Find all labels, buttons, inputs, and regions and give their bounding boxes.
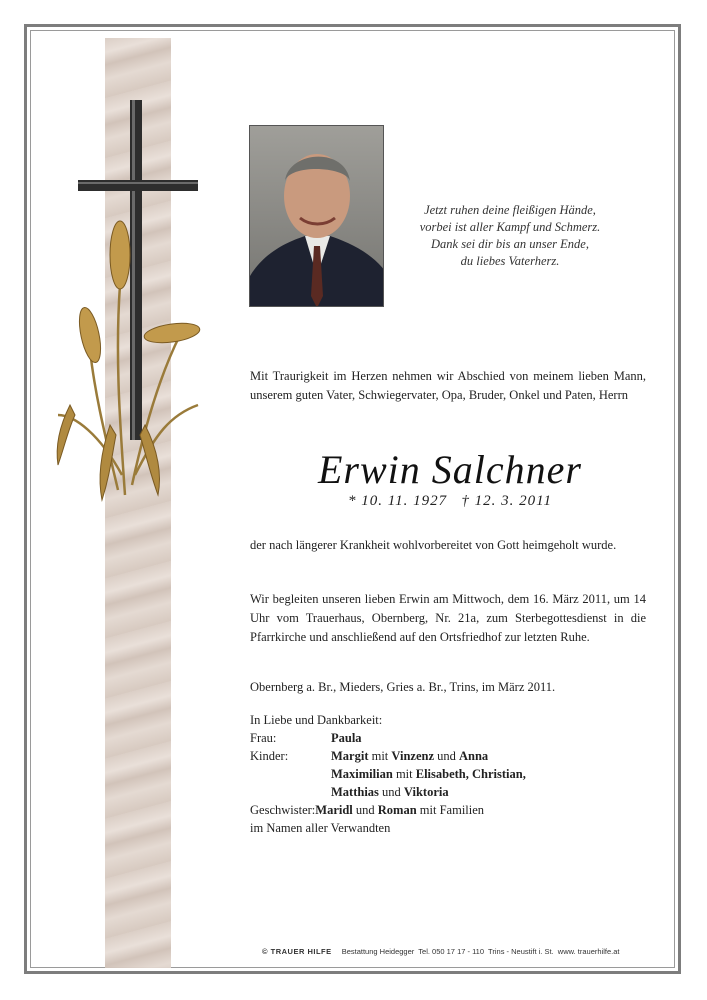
children-label: Kinder:	[250, 749, 289, 763]
connector-text: mit Familien	[416, 803, 485, 817]
sibling-name: Maridl	[315, 803, 353, 817]
family-row-children	[250, 747, 650, 765]
grandchild-name: Matthias	[331, 785, 379, 799]
life-dates	[250, 493, 650, 510]
cross-with-wheat-icon	[50, 95, 210, 515]
paragraph-passing: der nach längerer Krankheit wohlvorbereitet von Gott heimgeholt wurde.	[250, 538, 617, 552]
footer-text: Bestattung Heidegger Tel. 050 17 17 - 110 Trins - Neustift i. St. www. trauerhilfe.at	[341, 947, 620, 956]
quote-line: vorbei ist aller Kampf und Schmerz.	[419, 220, 601, 234]
children-line-1	[331, 747, 488, 765]
siblings-label: Geschwister:	[250, 803, 316, 817]
connector-text: und	[434, 749, 459, 763]
family-row-children-3	[250, 783, 650, 801]
connector-text: und	[352, 803, 378, 817]
family-heading: In Liebe und Dankbarkeit:	[250, 713, 383, 727]
wife-name: Paula	[331, 731, 362, 745]
quote-line: du liebes Vaterherz.	[460, 254, 560, 268]
paragraph-funeral: Wir begleiten unseren lieben Erwin am Mittwoch, dem 16. März 2011, um 14 Uhr vom Trauerhaus, Obernberg, Nr. 21a, zum Sterbegottesdienst in die Pfarrkirche und anschließend auf den Ortsfriedhof zur letzten Ruhe.	[250, 592, 646, 644]
quote-line: Dank sei dir bis an unser Ende,	[431, 237, 589, 251]
child-name: Maximilian	[331, 767, 393, 781]
memorial-quote	[395, 202, 625, 270]
child-name: Margit	[331, 749, 369, 763]
wife-label: Frau:	[250, 731, 277, 745]
connector-text: und	[378, 785, 404, 799]
family-section	[250, 711, 650, 837]
intro-paragraph: Mit Traurigkeit im Herzen nehmen wir Abschied von meinem lieben Mann, unserem guten Vater, Schwiegervater, Opa, Bruder, Onkel und Paten, Herrn	[250, 369, 646, 402]
family-row-siblings	[250, 801, 650, 819]
deceased-name: Erwin Salchner	[318, 447, 582, 492]
grandchildren-names: Elisabeth, Christian,	[415, 767, 526, 781]
children-line-2	[331, 765, 526, 783]
sibling-name: Roman	[377, 803, 417, 817]
family-row-wife	[250, 729, 650, 747]
spouse-name: Vinzenz	[391, 749, 434, 763]
connector-text: mit	[392, 767, 416, 781]
paragraph-places: Obernberg a. Br., Mieders, Gries a. Br., Trins, im März 2011.	[250, 680, 556, 694]
dates-text: * 10. 11. 1927 † 12. 3. 2011	[347, 493, 553, 509]
children-line-3	[331, 783, 449, 801]
footer	[262, 947, 620, 956]
footer-brand: © TRAUER HILFE	[262, 947, 332, 956]
portrait-image	[250, 126, 384, 307]
quote-line: Jetzt ruhen deine fleißigen Hände,	[424, 203, 596, 217]
siblings-line	[315, 801, 484, 819]
grandchild-name: Viktoria	[403, 785, 449, 799]
family-row-children-2	[250, 765, 650, 783]
grandchild-name: Anna	[459, 749, 489, 763]
portrait-photo	[249, 125, 384, 307]
connector-text: mit	[368, 749, 392, 763]
relatives-line: im Namen aller Verwandten	[250, 821, 391, 835]
